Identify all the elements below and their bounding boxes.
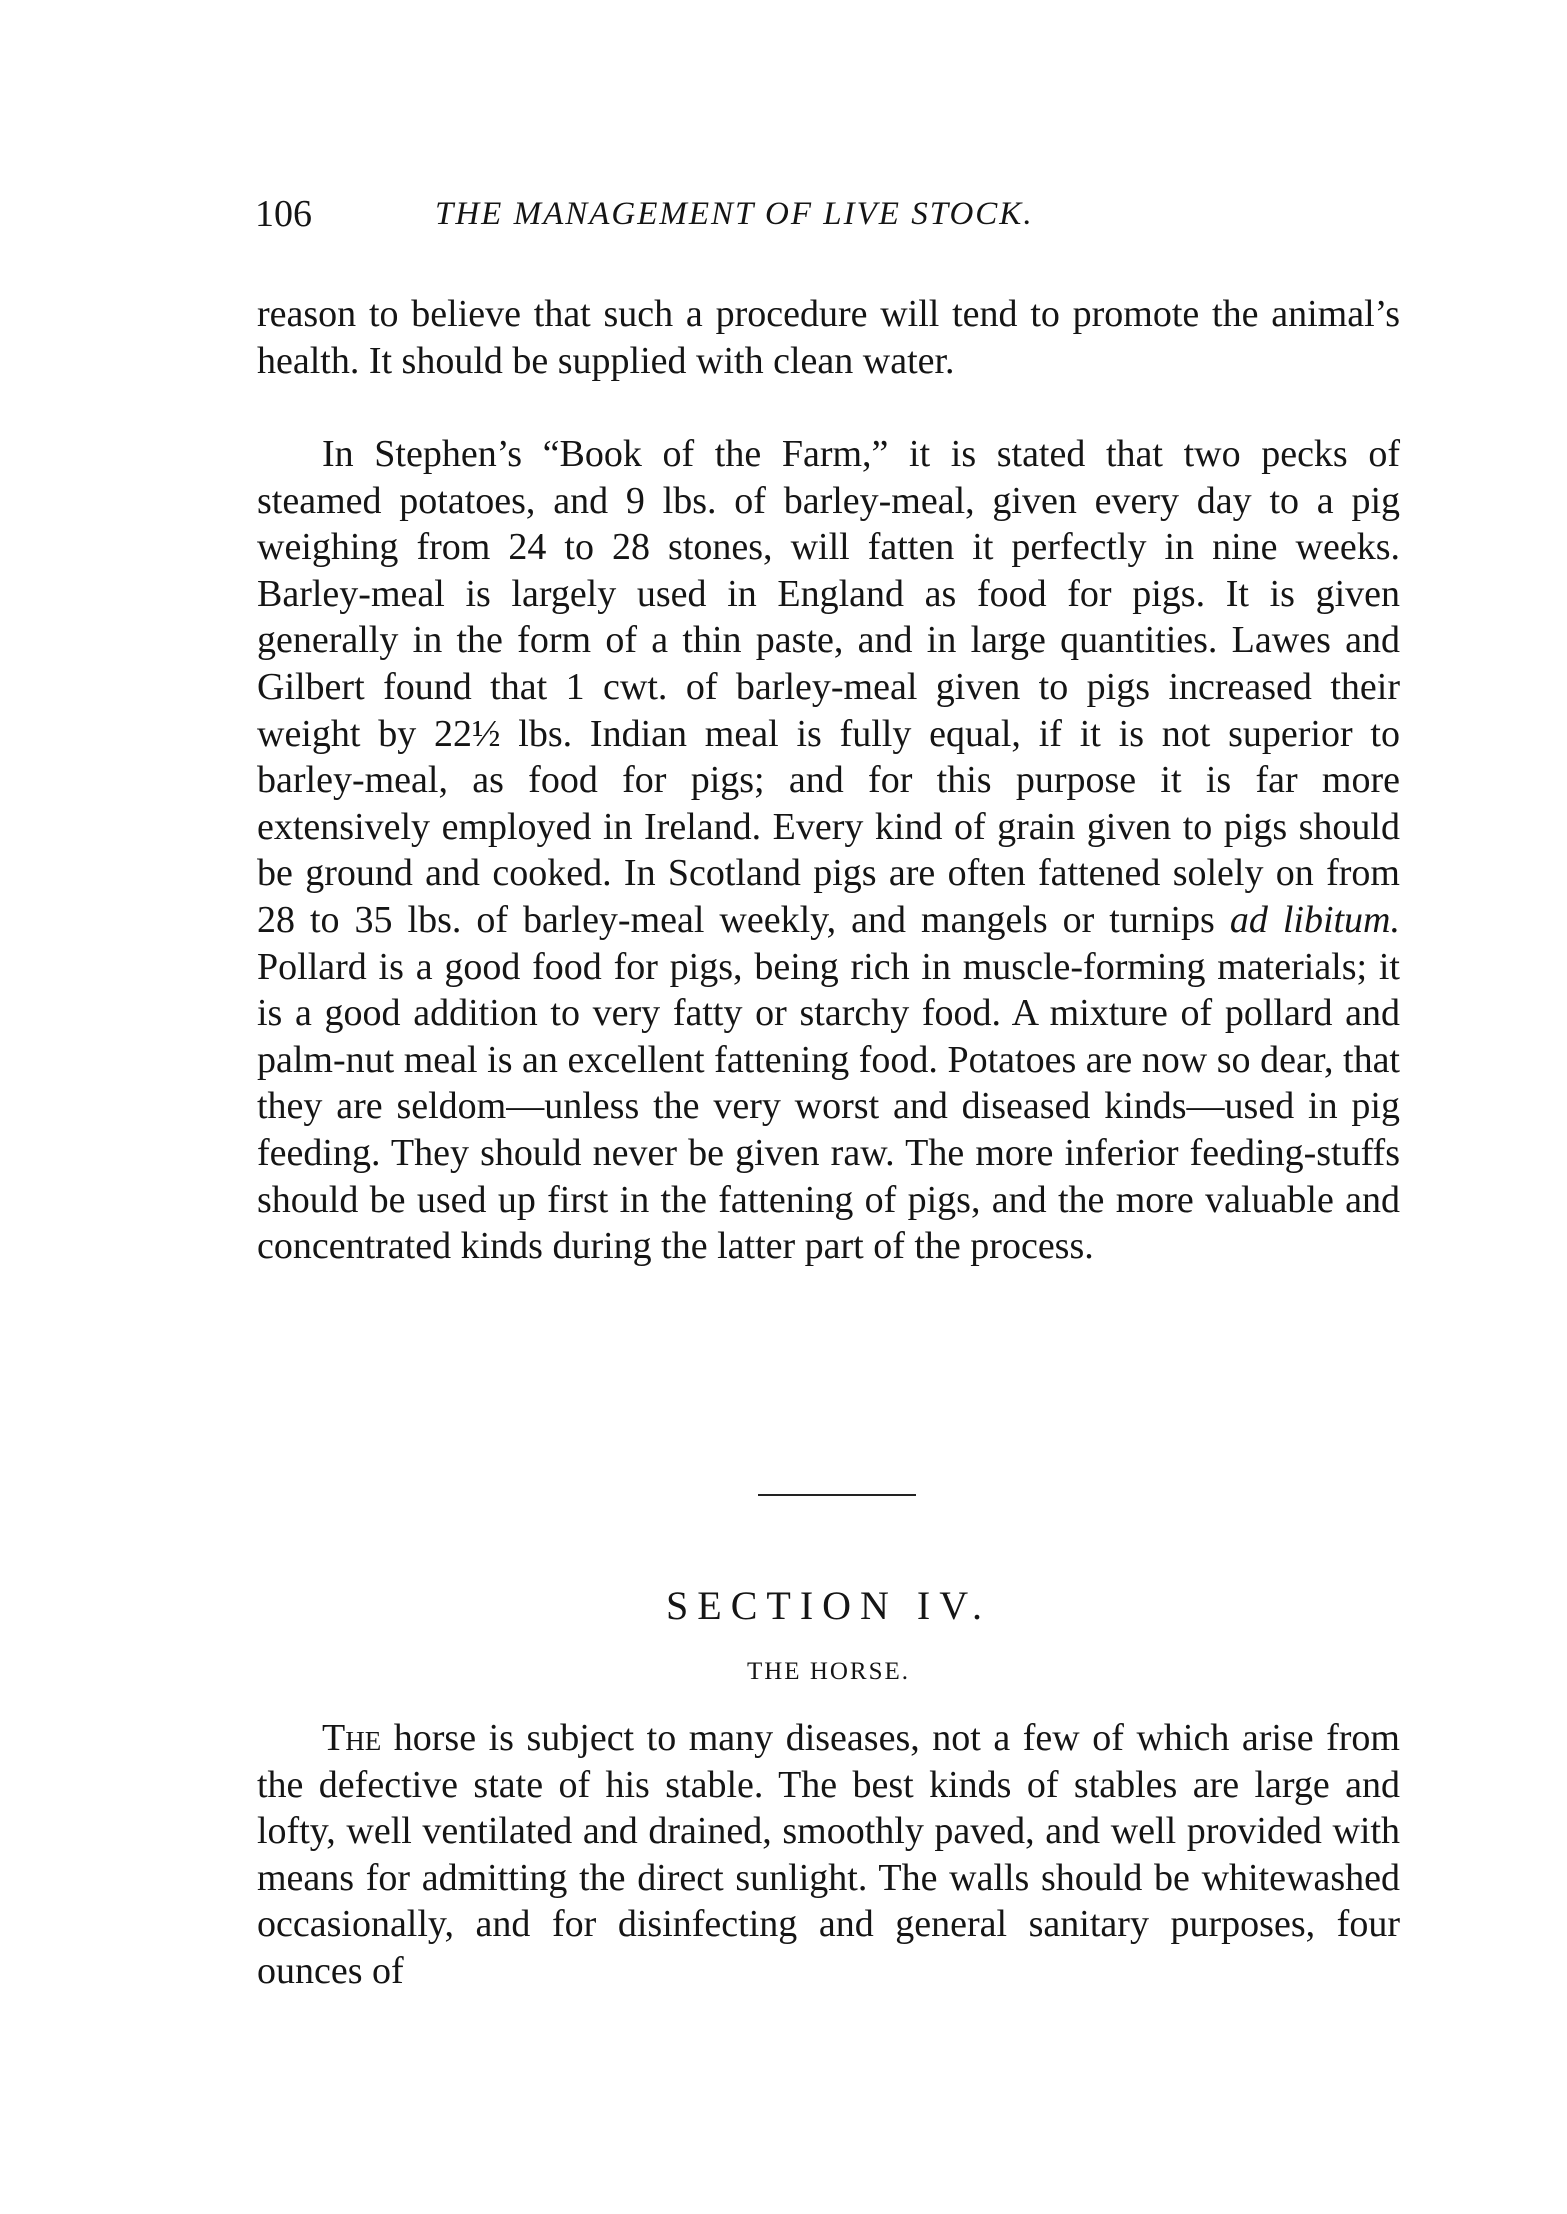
paragraph-text-end: Pollard is a good food for pigs, being rich in muscle-forming materials; it is a good addition to very fatty or starchy food. A mixture of pollard and palm-nut meal is an excellent fattening food. Potatoes are now so dear, that they are seldom—unless the very worst and diseased kinds—used in pig feeding. They should never be given raw. The more inferior feeding-stuffs should be used up first in the fattening of pigs, and the more valuable and concentrated kinds during the latter part of the process. [257, 945, 1400, 1268]
lead-word: The [322, 1717, 382, 1759]
paragraph-text [257, 1715, 1400, 1995]
page-number: 106 [255, 193, 312, 235]
running-title: THE MANAGEMENT OF LIVE STOCK. [435, 196, 1034, 232]
paragraph-text-start: In Stephen’s “Book of the Farm,” it is stated that two pecks of steamed potatoes, and 9 lbs. of barley-meal, given every day to a pig weighing from 24 to 28 stones, will fatten it perfectly in nine weeks. Barley-meal is largely used in England as food for pigs. It is given generally in the form of a thin paste, and in large quantities. Lawes and Gilbert found that 1 cwt. of barley-meal given to pigs increased their weight by 22½ lbs. Indian meal is fully equal, if it is not superior to barley-meal, as food for pigs; and for this purpose it is far more extensively employed in Ireland. Every kind of grain given to pigs should be ground and cooked. In Scotland pigs are often fattened solely on from 28 to 35 lbs. of barley-meal weekly, and mangels or turnips [257, 433, 1400, 941]
paragraph-pig-feeding [257, 431, 1400, 1270]
paragraph-horse [257, 1715, 1400, 1995]
running-head [255, 192, 1405, 242]
italic-phrase: ad libitum. [1229, 898, 1401, 941]
section-subtitle: THE HORSE. [746, 1658, 911, 1685]
paragraph-text: reason to believe that such a procedure will tend to promote the animal’s health. It should be supplied with clean water. [257, 293, 1400, 382]
paragraph-text [257, 431, 1400, 1270]
section-divider [758, 1494, 916, 1496]
paragraph-text-body: horse is subject to many diseases, not a few of which arise from the defective state of his stable. The best kinds of stables are large and lofty, well ventilated and drained, smoothly paved, and well provided with means for admitting the direct sunlight. The walls should be whitewashed occasionally, and for disinfecting and general sanitary purposes, four ounces of [257, 1717, 1400, 1992]
section-heading: SECTION IV. [666, 1583, 991, 1628]
paragraph-continuation [257, 291, 1400, 384]
